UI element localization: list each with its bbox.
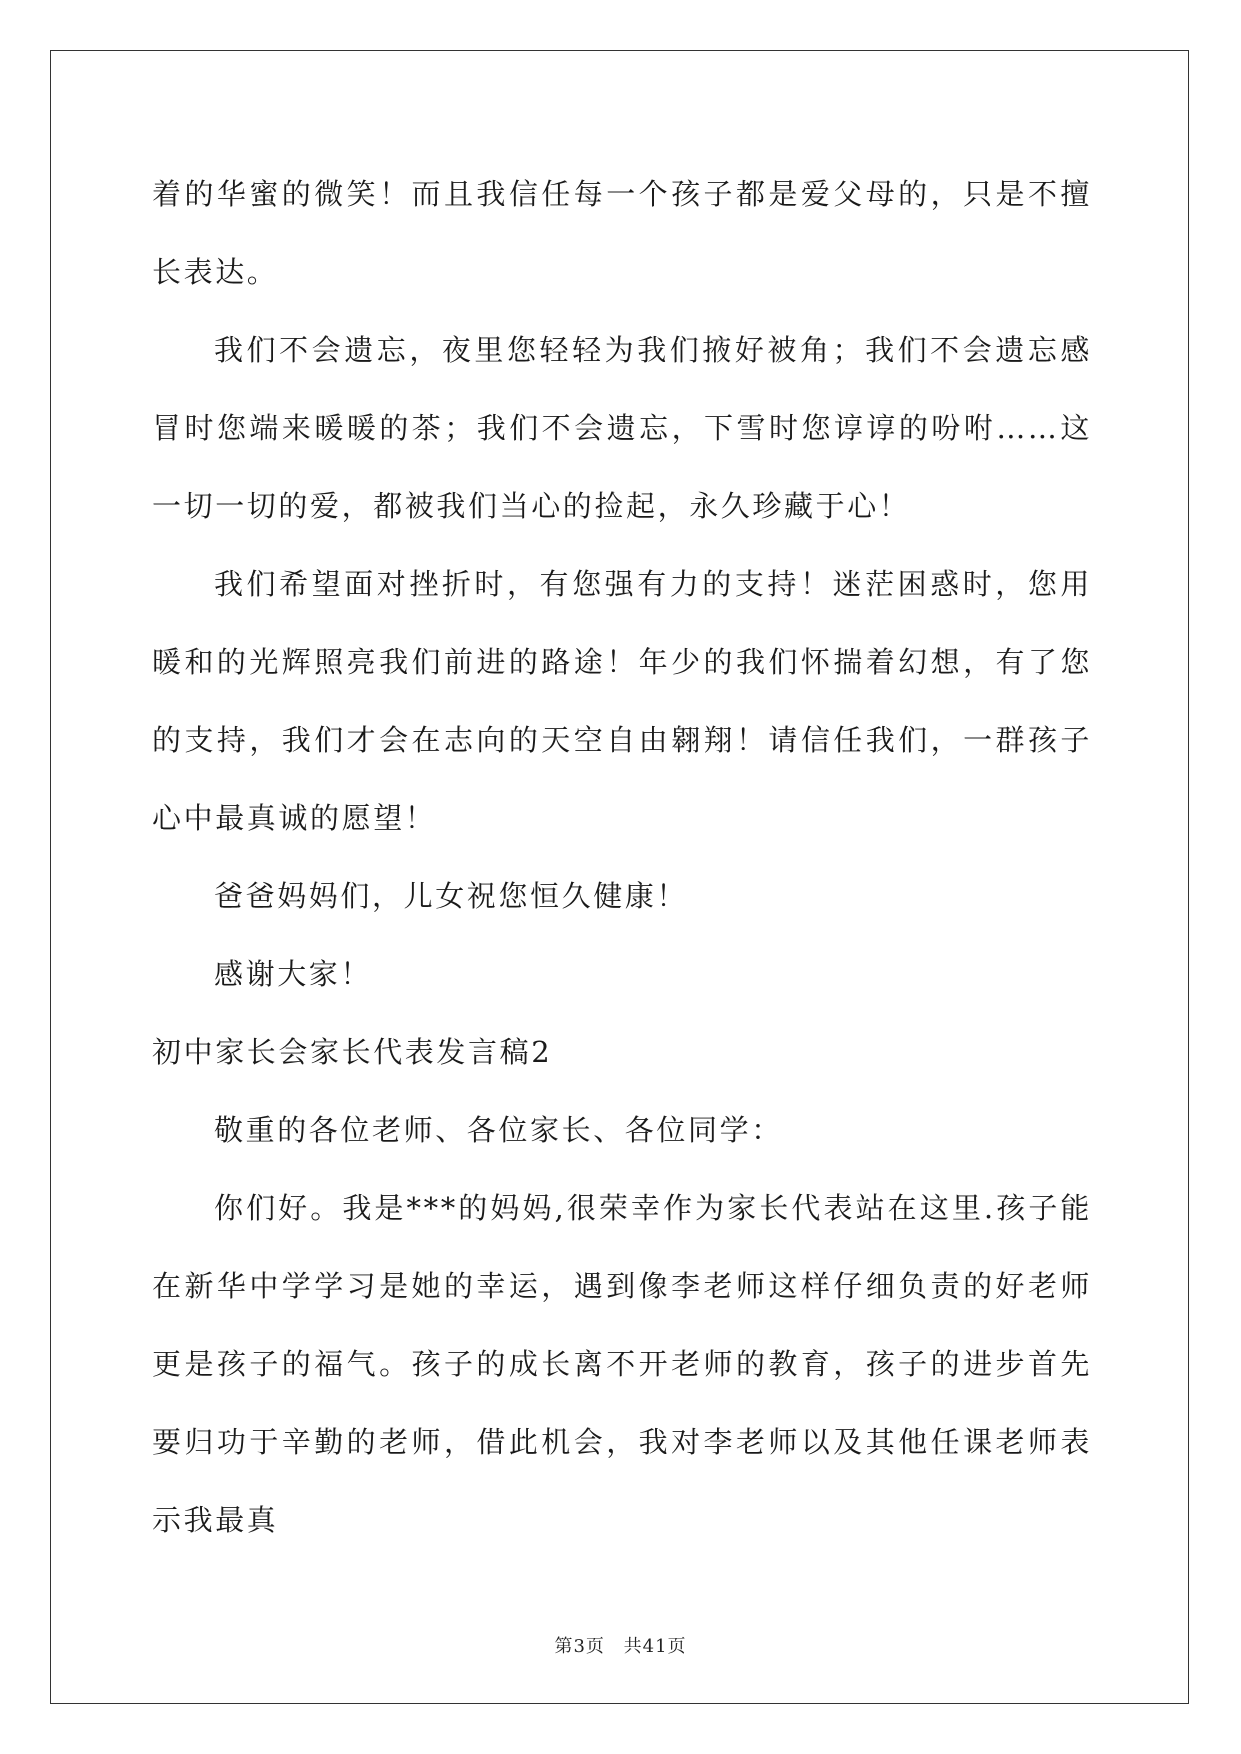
intro-paragraph: 你们好。我是***的妈妈,很荣幸作为家长代表站在这里.孩子能在新华中学学习是她的幸运，遇到像李老师这样仔细负责的好老师更是孩子的福气。孩子的成长离不开老师的教育，孩子的进步首先要归功于辛勤的老师，借此机会，我对李老师以及其他任课老师表示我最真 — [152, 1191, 1092, 1537]
paragraph-4: 爸爸妈妈们，儿女祝您恒久健康！ — [214, 879, 689, 913]
paragraph-5: 感谢大家！ — [214, 957, 373, 991]
paragraph-3: 我们希望面对挫折时，有您强有力的支持！迷茫困惑时，您用暖和的光辉照亮我们前进的路途！年少的我们怀揣着幻想，有了您的支持，我们才会在志向的天空自由翱翔！请信任我们，一群孩子心中最真诚的愿望！ — [152, 567, 1092, 835]
paragraph-1: 着的华蜜的微笑！而且我信任每一个孩子都是爱父母的，只是不擅长表达。 — [152, 177, 1092, 289]
current-page-number: 第3页 — [554, 1636, 605, 1657]
section-title: 初中家长会家长代表发言稿2 — [152, 1035, 553, 1069]
paragraph-2: 我们不会遗忘，夜里您轻轻为我们掖好被角；我们不会遗忘感冒时您端来暖暖的茶；我们不会遗忘，下雪时您谆谆的吩咐……这一切一切的爱，都被我们当心的捡起，永久珍藏于心！ — [152, 333, 1092, 523]
page-footer — [0, 1632, 1241, 1658]
total-page-count: 共41页 — [623, 1636, 687, 1657]
greeting-paragraph: 敬重的各位老师、各位家长、各位同学： — [214, 1113, 783, 1147]
document-body — [152, 155, 1092, 1559]
